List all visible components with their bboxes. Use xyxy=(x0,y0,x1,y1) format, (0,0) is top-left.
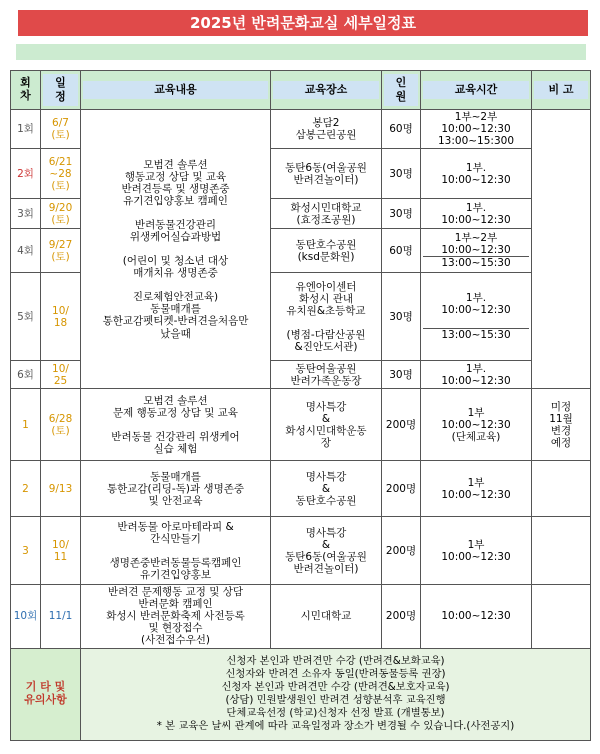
place-cell: 동탄여울공원 반려가족운동장 xyxy=(271,361,382,389)
content-cell: 모범견 솔루션 행동교정 상담 및 교육 반려견등록 및 생명존중 유기견입양홍보 캠페인 반려동물건강관리 위생케어실습과방법 (어린이 및 청소년 대상 매개치유 생명존중 진로체험안전교육) 동물매개를 통한교감펫티켓-반려견을처음만 났을때 xyxy=(81,110,271,389)
time-cell: 1부 10:00~12:30 (단체교육) xyxy=(421,389,532,461)
header-date: 일 정 xyxy=(41,71,81,110)
people-cell: 200명 xyxy=(382,389,421,461)
table-row xyxy=(11,585,591,648)
place-cell: 동탄호수공원 (ksd문화원) xyxy=(271,229,382,273)
round-cell: 3회 xyxy=(11,199,41,229)
content-cell: 반려동물 아로마테라피 & 간식만들기 생명존중반려동물등록캠페인 유기견입양홍보 xyxy=(81,517,271,585)
note-cell xyxy=(532,517,591,585)
time-cell: 1부. 10:00~12:30 13:00~15:30 xyxy=(421,273,532,361)
date-cell: 6/28 (토) xyxy=(41,389,81,461)
content-cell: 모범견 솔루션 문제 행동교정 상담 및 교육 반려동물 건강관리 위생케어 실습 체험 xyxy=(81,389,271,461)
date-cell: 9/27 (토) xyxy=(41,229,81,273)
date-cell: 10/ 11 xyxy=(41,517,81,585)
table-row xyxy=(11,110,591,149)
header-place: 교육장소 xyxy=(271,71,382,110)
time-cell: 1부. 10:00~12:30 xyxy=(421,149,532,199)
time-cell: 1부 10:00~12:30 xyxy=(421,517,532,585)
footer-notes: 신청자 본인과 반려견만 수강 (반려견&보화교육) 신청자와 반려견 소유자 동일(반려동물등록 권장) 신청자 본인과 반려견만 수강 (반려견&보호자교육) (상담) 민원발생원인 반려견 성향분석후 교육진행 단체교육선정 (학교)신청자 선정 발표 (개별통보) * 본 교육은 날씨 관계에 따라 교육일정과 장소가 변경될 수 있습니다.(사전공지) xyxy=(81,648,591,740)
time-cell: 1부~2부 10:00~12:30 13:00~15:300 xyxy=(421,110,532,149)
table-row xyxy=(11,389,591,461)
round-cell: 2 xyxy=(11,461,41,517)
header-time: 교육시간 xyxy=(421,71,532,110)
header-people: 인 원 xyxy=(382,71,421,110)
people-cell: 30명 xyxy=(382,273,421,361)
schedule-table xyxy=(10,70,591,741)
header-note: 비 고 xyxy=(532,71,591,110)
round-cell: 6회 xyxy=(11,361,41,389)
date-cell: 9/13 xyxy=(41,461,81,517)
place-cell: 시민대학교 xyxy=(271,585,382,648)
header-row xyxy=(11,71,591,110)
round-cell: 4회 xyxy=(11,229,41,273)
content-cell: 반려견 문제행동 교정 및 상담 반려문화 캠페인 화성시 반려문화축제 사전등록 및 현장접수 (사전접수우선) xyxy=(81,585,271,648)
people-cell: 30명 xyxy=(382,149,421,199)
footer-label: 기 타 및 유의사항 xyxy=(11,648,81,740)
people-cell: 30명 xyxy=(382,199,421,229)
note-cell xyxy=(532,110,591,389)
date-cell: 10/ 25 xyxy=(41,361,81,389)
note-cell: 미정 11월 변경 예정 xyxy=(532,389,591,461)
header-band xyxy=(16,44,586,60)
place-cell: 명사특강 & 화성시민대학운동 장 xyxy=(271,389,382,461)
note-cell xyxy=(532,461,591,517)
time-cell: 10:00~12:30 xyxy=(421,585,532,648)
place-cell: 명사특강 & 동탄호수공원 xyxy=(271,461,382,517)
time-cell: 1부~2부 10:00~12:30 13:00~15:30 xyxy=(421,229,532,273)
date-cell: 6/21 ~28 (토) xyxy=(41,149,81,199)
date-cell: 11/1 xyxy=(41,585,81,648)
header-content: 교육내용 xyxy=(81,71,271,110)
place-cell: 명사특강 & 동탄6동(여울공원 반려견놀이터) xyxy=(271,517,382,585)
note-cell xyxy=(532,585,591,648)
table-row xyxy=(11,517,591,585)
people-cell: 200명 xyxy=(382,517,421,585)
round-cell: 2회 xyxy=(11,149,41,199)
round-cell: 1 xyxy=(11,389,41,461)
people-cell: 30명 xyxy=(382,361,421,389)
date-cell: 10/ 18 xyxy=(41,273,81,361)
date-cell: 9/20 (토) xyxy=(41,199,81,229)
round-cell: 5회 xyxy=(11,273,41,361)
people-cell: 200명 xyxy=(382,461,421,517)
round-cell: 3 xyxy=(11,517,41,585)
people-cell: 60명 xyxy=(382,110,421,149)
place-cell: 동탄6동(여울공원 반려견놀이터) xyxy=(271,149,382,199)
round-cell: 1회 xyxy=(11,110,41,149)
place-cell: 봉담2 삼봉근린공원 xyxy=(271,110,382,149)
header-round: 회 차 xyxy=(11,71,41,110)
place-cell: 유엔아이센터 화성시 관내 유치원&초등학교 (병점-다람산공원 &진안도서관) xyxy=(271,273,382,361)
table-row xyxy=(11,461,591,517)
content-cell: 동물매개를 통한교감(리딩-독)과 생명존중 및 안전교육 xyxy=(81,461,271,517)
round-cell: 10회 xyxy=(11,585,41,648)
time-cell: 1부 10:00~12:30 xyxy=(421,461,532,517)
footer-row xyxy=(11,648,591,740)
time-cell: 1부. 10:00~12:30 xyxy=(421,361,532,389)
date-cell: 6/7 (토) xyxy=(41,110,81,149)
page-title: 2025년 반려문화교실 세부일정표 xyxy=(18,10,588,36)
people-cell: 200명 xyxy=(382,585,421,648)
people-cell: 60명 xyxy=(382,229,421,273)
place-cell: 화성시민대학교 (효정조공원) xyxy=(271,199,382,229)
time-cell: 1부. 10:00~12:30 xyxy=(421,199,532,229)
